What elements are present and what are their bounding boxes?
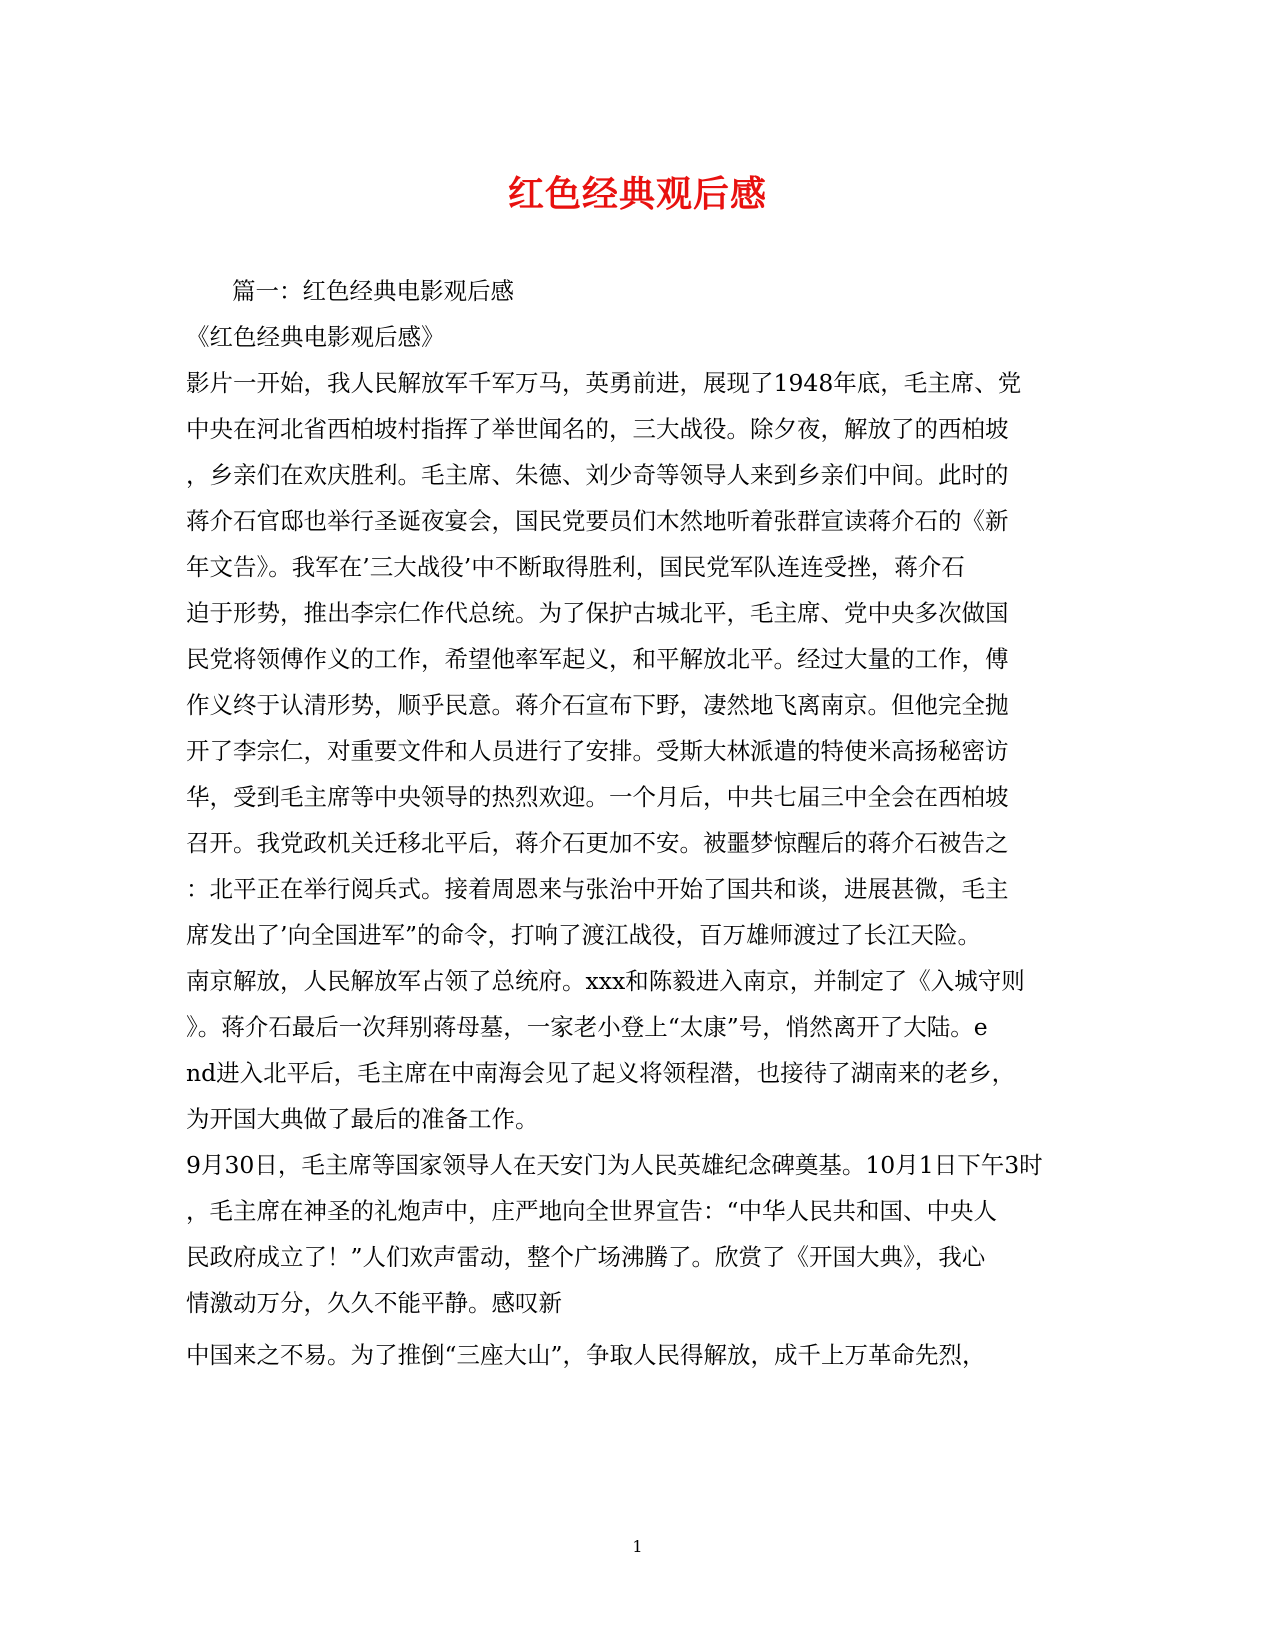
body-line: ，乡亲们在欢庆胜利。毛主席、朱德、刘少奇等领导人来到乡亲们中间。此时的 <box>186 461 1009 489</box>
body-line: 召开。我党政机关迁移北平后，蒋介石更加不安。被噩梦惊醒后的蒋介石被告之 <box>186 829 1009 857</box>
body-line: 中央在河北省西柏坡村指挥了举世闻名的，三大战役。除夕夜，解放了的西柏坡 <box>186 415 1009 443</box>
section-heading: 篇一：红色经典电影观后感 <box>232 277 514 305</box>
body-line: 《红色经典电影观后感》 <box>186 323 445 351</box>
body-line: 迫于形势，推出李宗仁作代总统。为了保护古城北平，毛主席、党中央多次做国 <box>186 599 1009 627</box>
body-line: 南京解放，人民解放军占领了总统府。xxx和陈毅进入南京，并制定了《入城守则 <box>186 967 1025 995</box>
body-line: 民党将领傅作义的工作，希望他率军起义，和平解放北平。经过大量的工作，傅 <box>186 645 1009 673</box>
body-line: 作义终于认清形势，顺乎民意。蒋介石宣布下野，凄然地飞离南京。但他完全抛 <box>186 691 1009 719</box>
body-line: ：北平正在举行阅兵式。接着周恩来与张治中开始了国共和谈，进展甚微，毛主 <box>186 875 1009 903</box>
body-line: 蒋介石官邸也举行圣诞夜宴会，国民党要员们木然地听着张群宣读蒋介石的《新 <box>186 507 1009 535</box>
body-line: 为开国大典做了最后的准备工作。 <box>186 1105 539 1133</box>
body-line: 华，受到毛主席等中央领导的热烈欢迎。一个月后，中共七届三中全会在西柏坡 <box>186 783 1009 811</box>
body-line: 影片一开始，我人民解放军千军万马，英勇前进，展现了1948年底，毛主席、党 <box>186 369 1022 397</box>
body-line: 9月30日，毛主席等国家领导人在天安门为人民英雄纪念碑奠基。10月1日下午3时 <box>186 1151 1043 1179</box>
body-line: ，毛主席在神圣的礼炮声中，庄严地向全世界宣告：“中华人民共和国、中央人 <box>186 1197 998 1225</box>
document-title: 红色经典观后感 <box>507 173 767 215</box>
page-number: 1 <box>632 1537 643 1556</box>
body-line: 席发出了’向全国进军”的命令，打响了渡江战役，百万雄师渡过了长江天险。 <box>186 921 981 949</box>
body-line: 民政府成立了！”人们欢声雷动，整个广场沸腾了。欣赏了《开国大典》，我心 <box>186 1243 986 1271</box>
body-line: 情激动万分，久久不能平静。感叹新 <box>186 1289 562 1317</box>
body-line: nd进入北平后，毛主席在中南海会见了起义将领程潜，也接待了湖南来的老乡， <box>186 1059 1016 1087</box>
body-line: 中国来之不易。为了推倒“三座大山”，争取人民得解放，成千上万革命先烈， <box>186 1341 986 1369</box>
body-line: 开了李宗仁，对重要文件和人员进行了安排。受斯大林派遣的特使米高扬秘密访 <box>186 737 1009 765</box>
body-line: 年文告》。我军在’三大战役’中不断取得胜利，国民党军队连连受挫，蒋介石 <box>186 553 965 581</box>
body-line: 》。蒋介石最后一次拜别蒋母墓，一家老小登上“太康”号，悄然离开了大陆。e <box>186 1013 988 1041</box>
